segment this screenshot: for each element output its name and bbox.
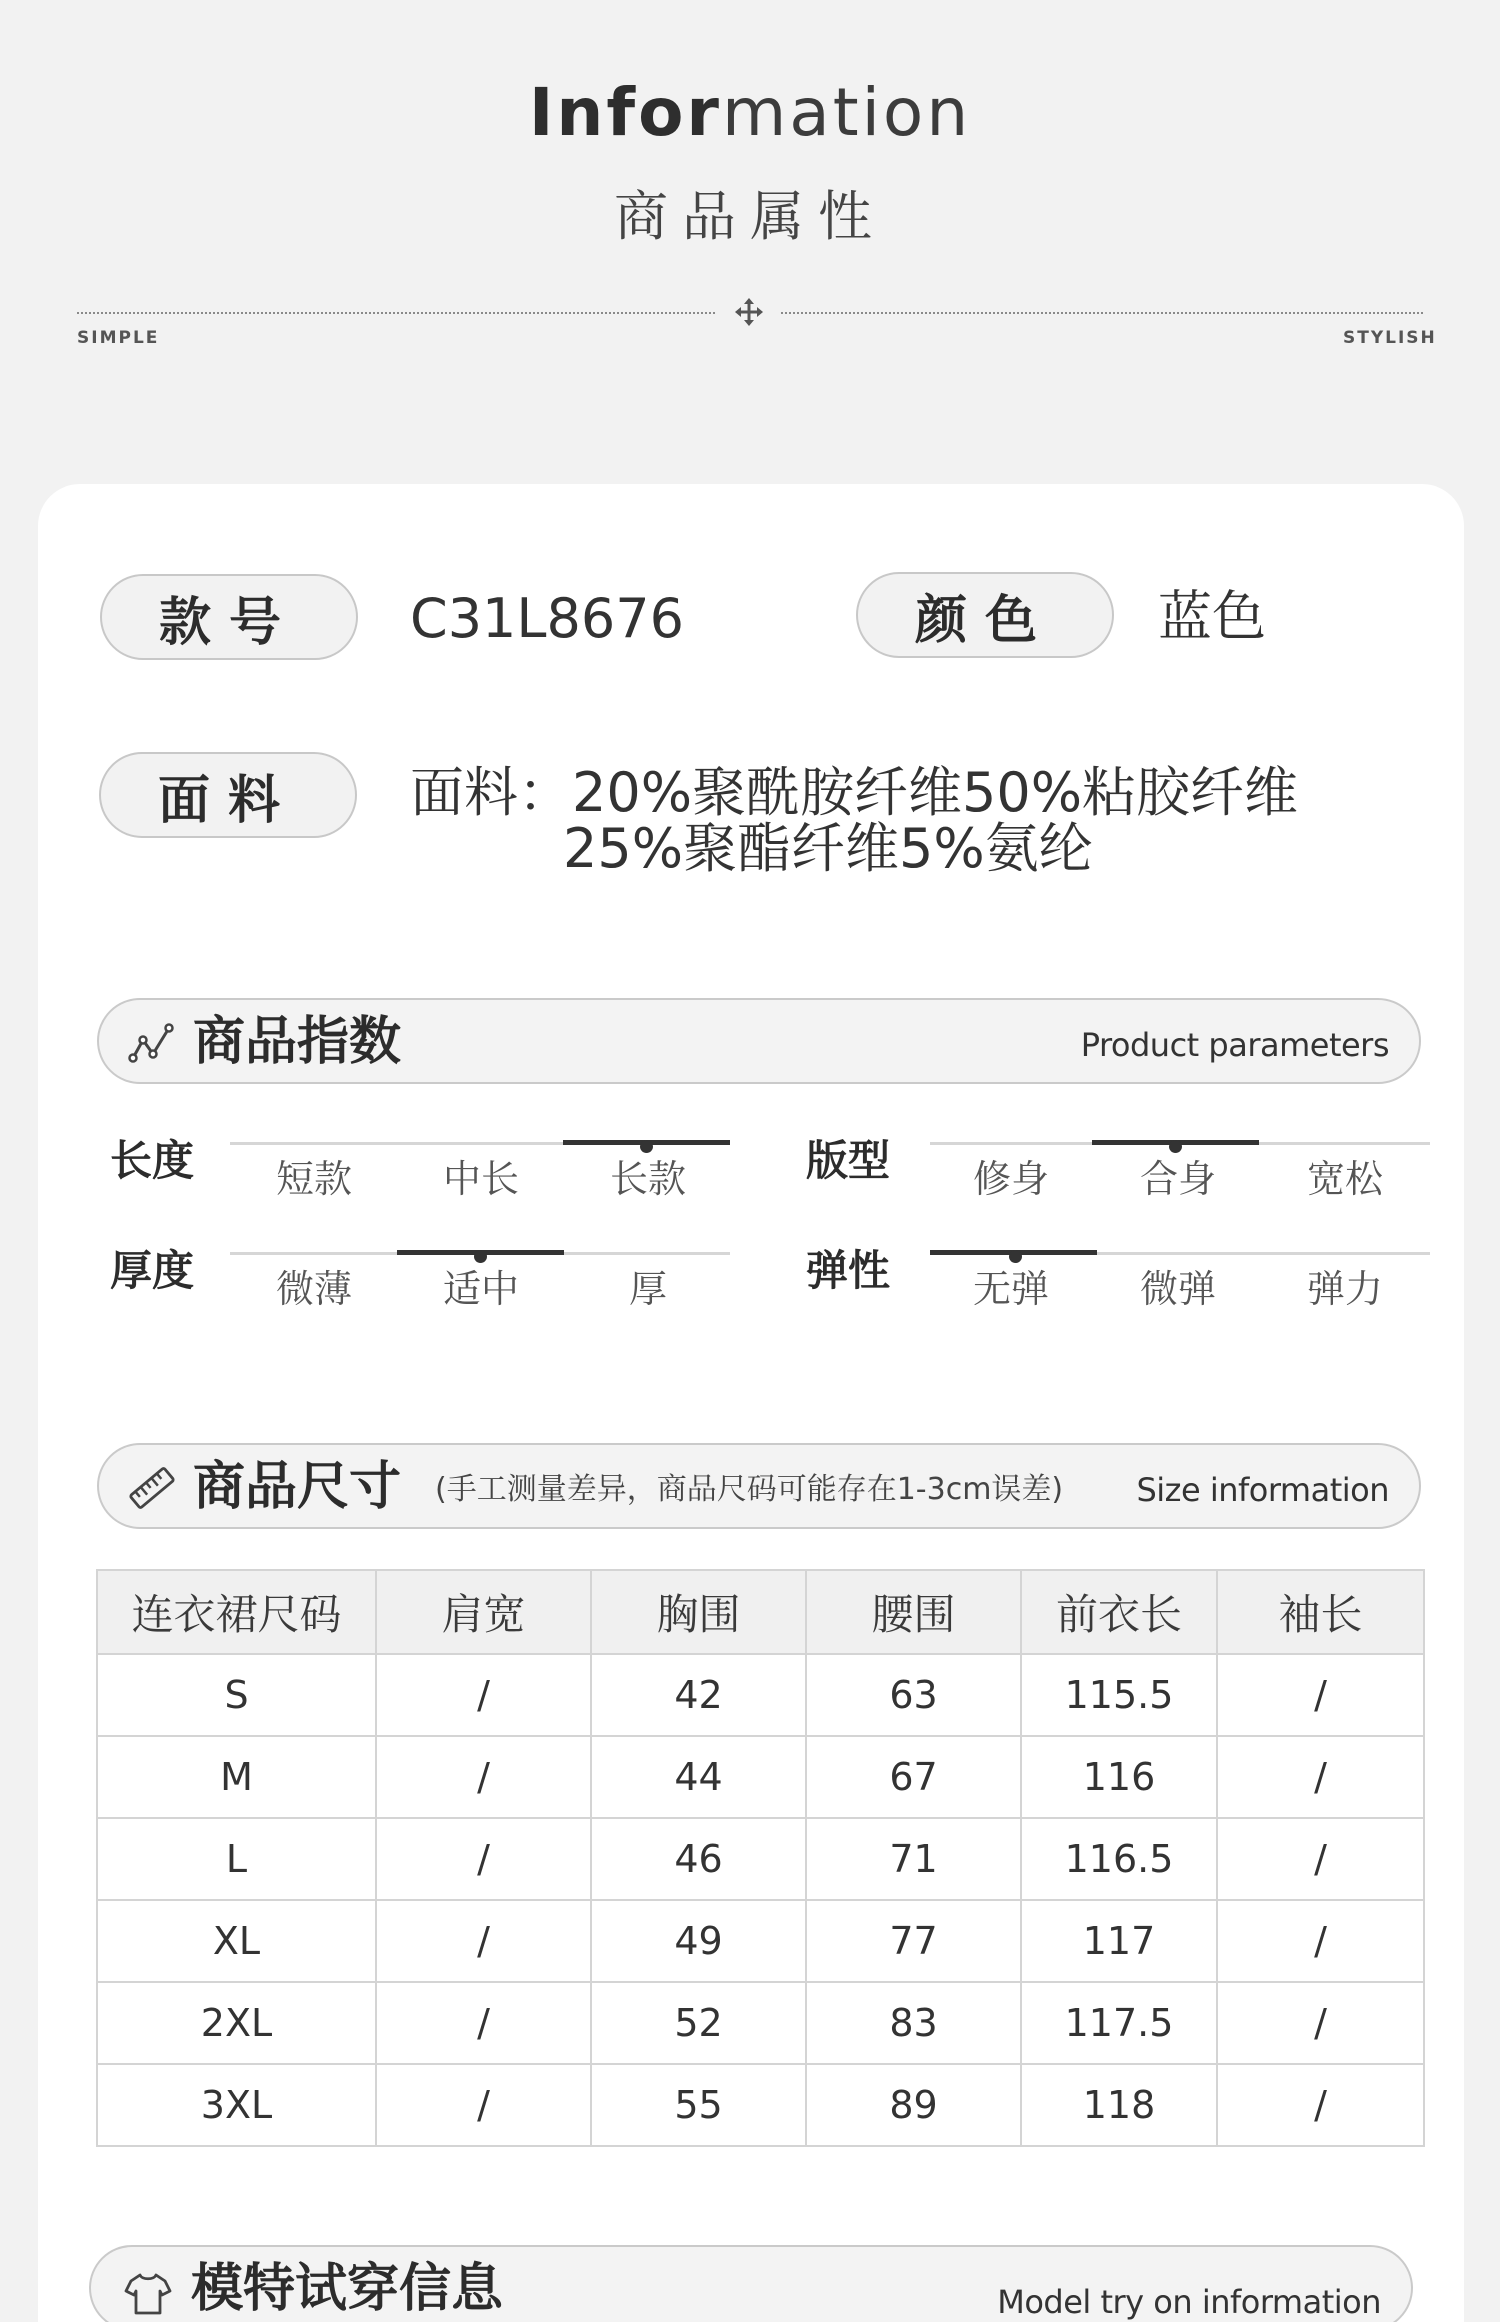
column-header: 腰围 — [806, 1570, 1021, 1654]
title-light: mation — [721, 74, 972, 151]
corner-label-left: SIMPLE — [77, 328, 160, 348]
param-option: 微薄 — [275, 1267, 352, 1311]
table-row — [97, 1654, 1424, 1736]
table-cell: 83 — [806, 1982, 1021, 2064]
size-section-note: (手工测量差异，商品尺码可能存在1-3cm误差) — [435, 1472, 1064, 1507]
column-header: 肩宽 — [376, 1570, 591, 1654]
table-row — [97, 1736, 1424, 1818]
param-option: 短款 — [275, 1157, 352, 1201]
table-cell: 117 — [1021, 1900, 1217, 1982]
column-header: 前衣长 — [1021, 1570, 1217, 1654]
page-title — [0, 74, 1500, 151]
table-cell: 89 — [806, 2064, 1021, 2146]
table-header-row — [97, 1570, 1424, 1654]
param-option: 适中 — [442, 1267, 519, 1311]
table-cell: / — [1217, 1900, 1424, 1982]
column-header: 袖长 — [1217, 1570, 1424, 1654]
param-selected-dot-length — [640, 1140, 653, 1153]
param-selected-dot-fit — [1169, 1140, 1182, 1153]
table-cell: XL — [97, 1900, 376, 1982]
tshirt-icon — [123, 2269, 173, 2319]
table-cell: / — [1217, 1654, 1424, 1736]
table-cell: / — [376, 1654, 591, 1736]
table-cell: 3XL — [97, 2064, 376, 2146]
model-section-en: Model try on information — [997, 2283, 1381, 2321]
param-option: 无弹 — [972, 1267, 1049, 1311]
table-cell: / — [1217, 2064, 1424, 2146]
color-value: 蓝色 — [1158, 585, 1266, 648]
column-header: 连衣裙尺码 — [97, 1570, 376, 1654]
table-cell: 117.5 — [1021, 1982, 1217, 2064]
model-section-header — [89, 2245, 1413, 2322]
style-number-label: 款号 — [100, 574, 358, 660]
table-row — [97, 1982, 1424, 2064]
table-cell: / — [376, 2064, 591, 2146]
param-option: 宽松 — [1306, 1157, 1383, 1201]
cross-arrows-icon — [733, 296, 765, 328]
table-cell: 55 — [591, 2064, 806, 2146]
param-option: 弹力 — [1306, 1267, 1383, 1311]
table-row — [97, 1900, 1424, 1982]
column-header: 胸围 — [591, 1570, 806, 1654]
param-option: 微弹 — [1139, 1267, 1216, 1311]
param-selected-dot-thickness — [474, 1250, 487, 1263]
table-cell: 116.5 — [1021, 1818, 1217, 1900]
table-cell: 44 — [591, 1736, 806, 1818]
divider-left — [77, 312, 715, 314]
param-label-length: 长度 — [110, 1136, 195, 1185]
table-row — [97, 2064, 1424, 2146]
param-option: 长款 — [609, 1157, 686, 1201]
param-option: 修身 — [972, 1157, 1049, 1201]
param-option: 厚 — [628, 1267, 667, 1311]
table-cell: 71 — [806, 1818, 1021, 1900]
table-cell: 118 — [1021, 2064, 1217, 2146]
table-cell: / — [376, 1736, 591, 1818]
param-selected-dot-elasticity — [1009, 1250, 1022, 1263]
table-cell: M — [97, 1736, 376, 1818]
table-cell: 42 — [591, 1654, 806, 1736]
param-label-fit: 版型 — [806, 1136, 891, 1185]
fabric-value-line1: 面料：20%聚酰胺纤维50%粘胶纤维 — [410, 761, 1299, 824]
table-cell: 116 — [1021, 1736, 1217, 1818]
params-section-en: Product parameters — [1080, 1026, 1389, 1064]
table-cell: 63 — [806, 1654, 1021, 1736]
param-label-elasticity: 弹性 — [806, 1246, 891, 1295]
table-cell: L — [97, 1818, 376, 1900]
table-cell: / — [1217, 1736, 1424, 1818]
table-cell: 49 — [591, 1900, 806, 1982]
ruler-icon — [127, 1463, 177, 1513]
table-cell: 115.5 — [1021, 1654, 1217, 1736]
table-cell: 2XL — [97, 1982, 376, 2064]
table-cell: S — [97, 1654, 376, 1736]
style-number-value: C31L8676 — [410, 587, 684, 650]
corner-label-right: STYLISH — [1343, 328, 1437, 348]
size-section-title: 商品尺寸 — [193, 1457, 402, 1517]
trend-line-icon — [127, 1018, 177, 1068]
fabric-label: 面料 — [99, 752, 357, 838]
param-label-thickness: 厚度 — [110, 1246, 195, 1295]
table-row — [97, 1818, 1424, 1900]
params-section-title: 商品指数 — [193, 1012, 402, 1072]
page-subtitle: 商品属性 — [614, 185, 886, 248]
table-cell: / — [1217, 1982, 1424, 2064]
table-cell: 77 — [806, 1900, 1021, 1982]
param-option: 中长 — [442, 1157, 519, 1201]
params-section-header — [97, 998, 1421, 1084]
size-section-en: Size information — [1136, 1471, 1389, 1509]
table-cell: / — [376, 1818, 591, 1900]
table-cell: 52 — [591, 1982, 806, 2064]
size-table — [96, 1569, 1425, 2147]
table-cell: 46 — [591, 1818, 806, 1900]
title-bold: Infor — [528, 74, 722, 151]
table-cell: / — [376, 1982, 591, 2064]
fabric-value-line2: 25%聚酯纤维5%氨纶 — [563, 817, 1093, 880]
table-cell: / — [1217, 1818, 1424, 1900]
color-label: 颜色 — [856, 572, 1114, 658]
param-option: 合身 — [1139, 1157, 1216, 1201]
table-cell: 67 — [806, 1736, 1021, 1818]
model-section-title: 模特试穿信息 — [191, 2259, 504, 2319]
table-cell: / — [376, 1900, 591, 1982]
size-section-header — [97, 1443, 1421, 1529]
divider-right — [781, 312, 1423, 314]
